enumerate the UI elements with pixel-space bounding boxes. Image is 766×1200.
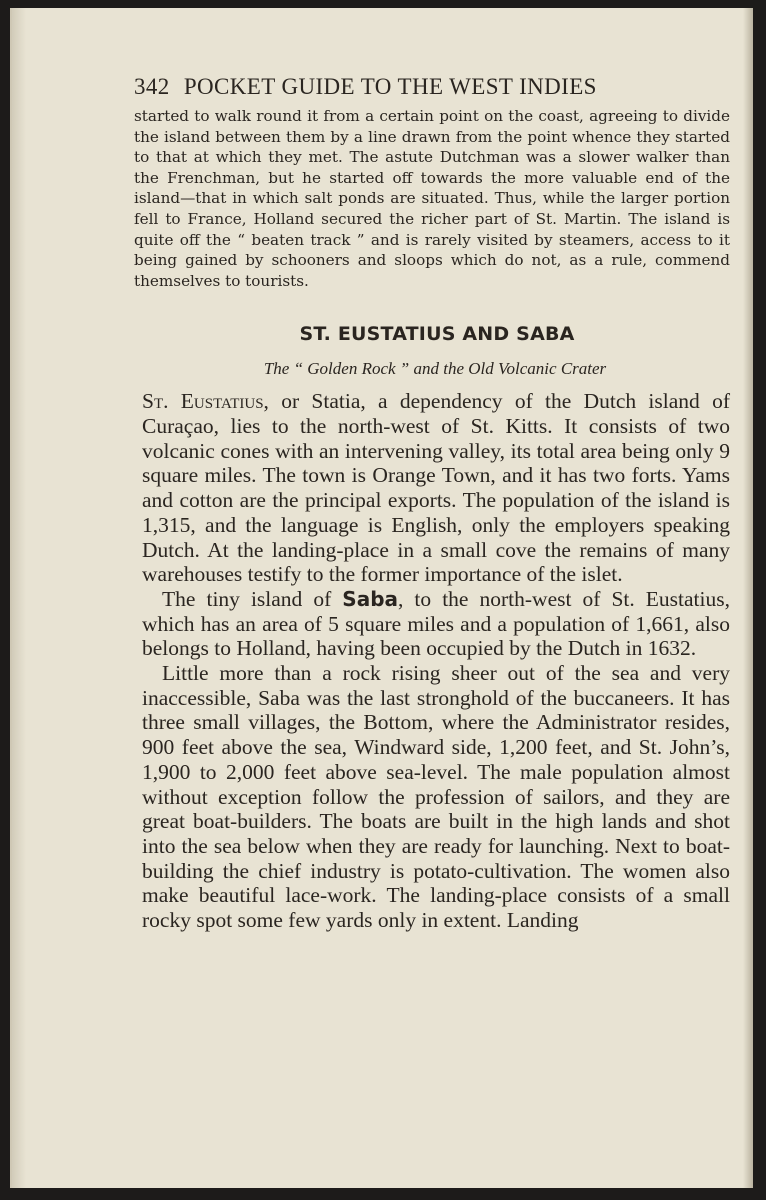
paragraph-body: or Statia, a dependency of the Dutch island of Curaçao, lies to the north-west of St. Kitts. It consists of two volcanic cones with an intervening valley, its total area being only 9 square miles. The town is Orange Town, and it has two forts. Yams and cotton are the principal exports. The population of the island is 1,315, and the language is English, only the employers speaking Dutch. At the landing-place in a small cove the remains of many warehouses testify to the former importance of the islet. xyxy=(142,389,730,587)
section-subtitle: The “ Golden Rock ” and the Old Volcanic Crater xyxy=(263,359,607,379)
page-content xyxy=(126,74,730,933)
paragraph-text: The tiny island of xyxy=(162,586,343,611)
paragraph-text: , to the north-west of St. Eustatius, which has an area of 5 square miles and a population of 1,661, also belongs to Holland, having been occupied by the Dutch in 1632. xyxy=(142,586,730,661)
body-text xyxy=(142,389,730,932)
book-page xyxy=(10,8,753,1188)
section-title: ST. EUSTATIUS AND SABA xyxy=(299,323,575,346)
paragraph-saba-intro xyxy=(142,587,730,661)
running-title: POCKET GUIDE TO THE WEST INDIES xyxy=(183,74,597,99)
page-edge xyxy=(743,8,753,1188)
running-head xyxy=(134,74,730,100)
page-number: 342 xyxy=(134,74,170,99)
paragraph-lead: St. Eustatius, xyxy=(142,389,269,414)
intro-paragraph: started to walk round it from a certain point on the coast, agreeing to divide the island between them by a line drawn from the point whence they started to that at which they met. The astute Dutchman was a slower walker than the Frenchman, but he started off towards the more valuable end of the island—that in which salt ponds are situated. Thus, while the larger portion fell to France, Holland secured the richer part of St. Martin. The island is quite off the “ beaten track ” and is rarely visited by steamers, access to it being gained by schooners and sloops which do not, as a rule, commend themselves to tourists. xyxy=(134,107,730,290)
paragraph-st-eustatius xyxy=(142,389,730,587)
paragraph-saba-details: Little more than a rock rising sheer out of the sea and very inaccessible, Saba was the last stronghold of the buccaneers. It has three small villages, the Bottom, where the Administrator resides, 900 feet above the sea, Windward side, 1,200 feet, and St. John’s, 1,900 to 2,000 feet above sea-level. The male population almost without exception follow the profession of sailors, and they are great boat-builders. The boats are built in the high lands and shot into the sea below when they are ready for launching. Next to boat-building the chief industry is potato-cultivation. The women also make beautiful lace-work. The landing-place consists of a small rocky spot some few yards only in extent. Landing xyxy=(142,661,730,933)
page-gutter xyxy=(12,8,26,1188)
saba-bold: Saba xyxy=(342,586,399,611)
